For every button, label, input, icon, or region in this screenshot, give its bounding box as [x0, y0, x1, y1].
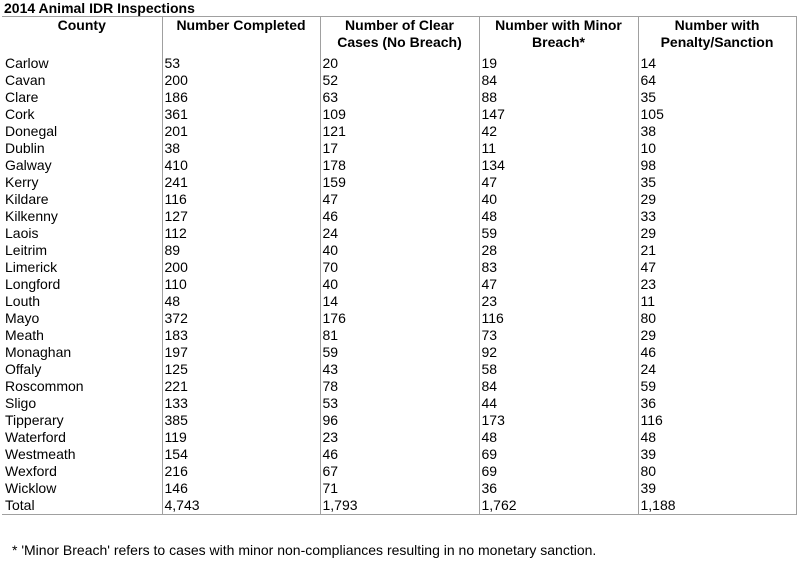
header-clear-cases-line2: Cases (No Breach) — [337, 34, 462, 50]
cell-clear-cases: 40 — [320, 276, 479, 293]
cell-minor-breach: 48 — [479, 208, 638, 225]
table-row — [2, 89, 796, 106]
cell-minor-breach: 73 — [479, 327, 638, 344]
header-row — [2, 17, 796, 56]
cell-penalty-sanction: 48 — [638, 429, 796, 446]
cell-clear-cases: 63 — [320, 89, 479, 106]
cell-minor-breach: 47 — [479, 276, 638, 293]
cell-county: Wexford — [2, 463, 162, 480]
cell-minor-breach: 83 — [479, 259, 638, 276]
cell-penalty-sanction: 38 — [638, 123, 796, 140]
cell-penalty-sanction: 14 — [638, 55, 796, 72]
cell-number-completed: 48 — [162, 293, 320, 310]
table-row — [2, 293, 796, 310]
cell-penalty-sanction: 36 — [638, 395, 796, 412]
cell-number-completed: 116 — [162, 191, 320, 208]
cell-number-completed: 183 — [162, 327, 320, 344]
cell-clear-cases: 109 — [320, 106, 479, 123]
cell-number-completed: 146 — [162, 480, 320, 497]
cell-penalty-sanction: 33 — [638, 208, 796, 225]
cell-penalty-sanction: 21 — [638, 242, 796, 259]
cell-penalty-sanction: 24 — [638, 361, 796, 378]
cell-penalty-sanction: 59 — [638, 378, 796, 395]
total-row — [2, 497, 796, 515]
header-penalty-sanction — [638, 17, 796, 56]
cell-county: Cavan — [2, 72, 162, 89]
cell-county: Carlow — [2, 55, 162, 72]
cell-county: Kerry — [2, 174, 162, 191]
cell-minor-breach: 1,762 — [479, 497, 638, 515]
cell-county: Clare — [2, 89, 162, 106]
cell-minor-breach: 116 — [479, 310, 638, 327]
cell-county: Leitrim — [2, 242, 162, 259]
cell-number-completed: 38 — [162, 140, 320, 157]
cell-county: Dublin — [2, 140, 162, 157]
table-row — [2, 140, 796, 157]
cell-number-completed: 53 — [162, 55, 320, 72]
cell-county: Louth — [2, 293, 162, 310]
header-minor-breach-line2: Breach* — [532, 34, 585, 50]
cell-number-completed: 4,743 — [162, 497, 320, 515]
cell-penalty-sanction: 10 — [638, 140, 796, 157]
cell-number-completed: 372 — [162, 310, 320, 327]
cell-number-completed: 200 — [162, 259, 320, 276]
cell-county: Wicklow — [2, 480, 162, 497]
cell-penalty-sanction: 116 — [638, 412, 796, 429]
table-row — [2, 276, 796, 293]
cell-number-completed: 119 — [162, 429, 320, 446]
table-row — [2, 191, 796, 208]
cell-penalty-sanction: 35 — [638, 174, 796, 191]
cell-clear-cases: 78 — [320, 378, 479, 395]
cell-minor-breach: 147 — [479, 106, 638, 123]
cell-number-completed: 89 — [162, 242, 320, 259]
cell-clear-cases: 176 — [320, 310, 479, 327]
header-penalty-sanction-line2: Penalty/Sanction — [660, 34, 774, 50]
header-number-completed — [162, 17, 320, 56]
cell-county: Roscommon — [2, 378, 162, 395]
table-row — [2, 378, 796, 395]
cell-minor-breach: 173 — [479, 412, 638, 429]
cell-minor-breach: 84 — [479, 72, 638, 89]
cell-minor-breach: 69 — [479, 446, 638, 463]
cell-minor-breach: 134 — [479, 157, 638, 174]
cell-minor-breach: 28 — [479, 242, 638, 259]
table-row — [2, 157, 796, 174]
cell-penalty-sanction: 46 — [638, 344, 796, 361]
footnote: * 'Minor Breach' refers to cases with minor non-compliances resulting in no monetary sanction. — [12, 542, 597, 558]
header-number-completed-label: Number Completed — [176, 17, 306, 33]
cell-clear-cases: 40 — [320, 242, 479, 259]
table-row — [2, 395, 796, 412]
cell-county: Tipperary — [2, 412, 162, 429]
header-county — [2, 17, 162, 56]
cell-clear-cases: 24 — [320, 225, 479, 242]
cell-minor-breach: 19 — [479, 55, 638, 72]
cell-county: Meath — [2, 327, 162, 344]
cell-county: Waterford — [2, 429, 162, 446]
cell-minor-breach: 47 — [479, 174, 638, 191]
cell-clear-cases: 53 — [320, 395, 479, 412]
table-row — [2, 106, 796, 123]
table-row — [2, 242, 796, 259]
table-header — [2, 17, 796, 56]
cell-minor-breach: 42 — [479, 123, 638, 140]
cell-minor-breach: 48 — [479, 429, 638, 446]
cell-minor-breach: 88 — [479, 89, 638, 106]
cell-number-completed: 385 — [162, 412, 320, 429]
cell-number-completed: 361 — [162, 106, 320, 123]
table-row — [2, 344, 796, 361]
cell-clear-cases: 96 — [320, 412, 479, 429]
table-row — [2, 412, 796, 429]
cell-clear-cases: 1,793 — [320, 497, 479, 515]
cell-clear-cases: 46 — [320, 446, 479, 463]
cell-penalty-sanction: 80 — [638, 463, 796, 480]
table-row — [2, 463, 796, 480]
cell-penalty-sanction: 29 — [638, 327, 796, 344]
table-row — [2, 55, 796, 72]
cell-clear-cases: 47 — [320, 191, 479, 208]
table-row — [2, 123, 796, 140]
cell-minor-breach: 58 — [479, 361, 638, 378]
table-row — [2, 72, 796, 89]
cell-county: Longford — [2, 276, 162, 293]
cell-number-completed: 112 — [162, 225, 320, 242]
cell-clear-cases: 121 — [320, 123, 479, 140]
cell-county: Kildare — [2, 191, 162, 208]
header-minor-breach — [479, 17, 638, 56]
table-row — [2, 225, 796, 242]
cell-penalty-sanction: 35 — [638, 89, 796, 106]
cell-penalty-sanction: 47 — [638, 259, 796, 276]
table-row — [2, 259, 796, 276]
cell-minor-breach: 92 — [479, 344, 638, 361]
cell-minor-breach: 84 — [479, 378, 638, 395]
table-row — [2, 361, 796, 378]
cell-number-completed: 201 — [162, 123, 320, 140]
cell-number-completed: 133 — [162, 395, 320, 412]
cell-county: Limerick — [2, 259, 162, 276]
table-row — [2, 174, 796, 191]
table-row — [2, 310, 796, 327]
cell-minor-breach: 36 — [479, 480, 638, 497]
cell-number-completed: 241 — [162, 174, 320, 191]
header-minor-breach-line1: Number with Minor — [495, 17, 622, 33]
inspections-table — [2, 16, 797, 515]
cell-penalty-sanction: 29 — [638, 191, 796, 208]
cell-county: Kilkenny — [2, 208, 162, 225]
cell-number-completed: 110 — [162, 276, 320, 293]
cell-clear-cases: 81 — [320, 327, 479, 344]
cell-penalty-sanction: 39 — [638, 480, 796, 497]
cell-clear-cases: 71 — [320, 480, 479, 497]
cell-county: Total — [2, 497, 162, 515]
cell-number-completed: 200 — [162, 72, 320, 89]
cell-clear-cases: 43 — [320, 361, 479, 378]
table-row — [2, 480, 796, 497]
cell-penalty-sanction: 105 — [638, 106, 796, 123]
cell-county: Cork — [2, 106, 162, 123]
cell-minor-breach: 44 — [479, 395, 638, 412]
cell-county: Laois — [2, 225, 162, 242]
cell-clear-cases: 70 — [320, 259, 479, 276]
cell-clear-cases: 23 — [320, 429, 479, 446]
cell-minor-breach: 69 — [479, 463, 638, 480]
cell-county: Galway — [2, 157, 162, 174]
cell-number-completed: 154 — [162, 446, 320, 463]
table-body — [2, 55, 796, 515]
header-clear-cases-line1: Number of Clear — [345, 17, 454, 33]
header-penalty-sanction-line1: Number with — [674, 17, 760, 33]
cell-number-completed: 216 — [162, 463, 320, 480]
cell-county: Mayo — [2, 310, 162, 327]
table-row — [2, 327, 796, 344]
header-clear-cases — [320, 17, 479, 56]
cell-number-completed: 221 — [162, 378, 320, 395]
cell-number-completed: 127 — [162, 208, 320, 225]
cell-county: Sligo — [2, 395, 162, 412]
cell-penalty-sanction: 39 — [638, 446, 796, 463]
cell-minor-breach: 11 — [479, 140, 638, 157]
cell-penalty-sanction: 11 — [638, 293, 796, 310]
cell-county: Monaghan — [2, 344, 162, 361]
cell-penalty-sanction: 29 — [638, 225, 796, 242]
cell-number-completed: 197 — [162, 344, 320, 361]
table-title: 2014 Animal IDR Inspections — [4, 0, 195, 16]
cell-penalty-sanction: 23 — [638, 276, 796, 293]
cell-penalty-sanction: 98 — [638, 157, 796, 174]
header-county-label: County — [57, 17, 106, 33]
cell-clear-cases: 14 — [320, 293, 479, 310]
cell-county: Offaly — [2, 361, 162, 378]
cell-number-completed: 125 — [162, 361, 320, 378]
cell-number-completed: 186 — [162, 89, 320, 106]
cell-number-completed: 410 — [162, 157, 320, 174]
cell-penalty-sanction: 80 — [638, 310, 796, 327]
cell-clear-cases: 178 — [320, 157, 479, 174]
cell-clear-cases: 46 — [320, 208, 479, 225]
cell-clear-cases: 59 — [320, 344, 479, 361]
cell-clear-cases: 17 — [320, 140, 479, 157]
cell-penalty-sanction: 64 — [638, 72, 796, 89]
cell-clear-cases: 20 — [320, 55, 479, 72]
cell-penalty-sanction: 1,188 — [638, 497, 796, 515]
cell-clear-cases: 67 — [320, 463, 479, 480]
cell-clear-cases: 52 — [320, 72, 479, 89]
cell-minor-breach: 23 — [479, 293, 638, 310]
cell-minor-breach: 59 — [479, 225, 638, 242]
table-row — [2, 429, 796, 446]
table-row — [2, 446, 796, 463]
cell-minor-breach: 40 — [479, 191, 638, 208]
cell-clear-cases: 159 — [320, 174, 479, 191]
cell-county: Westmeath — [2, 446, 162, 463]
cell-county: Donegal — [2, 123, 162, 140]
table-row — [2, 208, 796, 225]
